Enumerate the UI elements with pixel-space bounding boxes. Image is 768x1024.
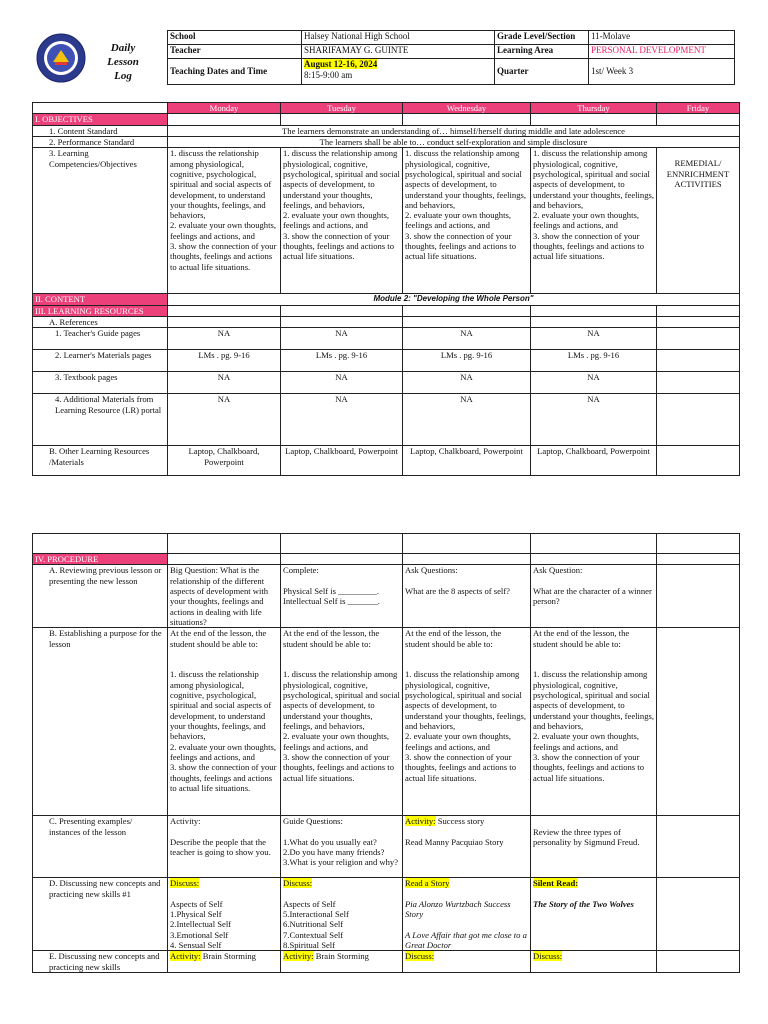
textbook-wednesday: NA (403, 372, 531, 394)
teachers-guide-wednesday: NA (403, 328, 531, 350)
empty-cell (657, 554, 740, 565)
procedure-c-monday (168, 816, 281, 878)
procedure-a-wednesday: Ask Questions: What are the 8 aspects of self? (403, 565, 531, 628)
purpose-competencies: 1. discuss the relationship among physiological, cognitive, psychological, spiritual and social aspects of development, to understand your thoughts, feelings, and behaviors, 2. evaluate your own thoughts, feelings and actions, and 3. show the connection of your thoughts, feelings and actions to actual life situations. (405, 669, 527, 783)
empty-cell (657, 394, 740, 446)
procedure-d-thursday (531, 878, 657, 951)
purpose-intro: At the end of the lesson, the student should be able to: (405, 628, 502, 649)
activity-highlight: Activity: (170, 951, 201, 962)
guide-questions-heading: Guide Questions: (283, 816, 343, 827)
module-title: Module 2: "Developing the Whole Person" (168, 294, 740, 305)
purpose-intro: At the end of the lesson, the student should be able to: (283, 628, 380, 649)
learners-materials-wednesday: LMs . pg. 9-16 (403, 350, 531, 372)
procedure-e-tuesday (281, 951, 403, 973)
discuss-highlight: Discuss: (405, 951, 435, 962)
procedure-d-tuesday (281, 878, 403, 951)
day-header-tuesday: Tuesday (281, 103, 403, 114)
empty-cell (403, 316, 531, 327)
purpose-intro: At the end of the lesson, the student should be able to: (533, 628, 630, 649)
other-resources-wednesday: Laptop, Chalkboard, Powerpoint (403, 446, 531, 476)
purpose-competencies: 1. discuss the relationship among physiological, cognitive, psychological, spiritual and social aspects of development, to understand your thoughts, feelings, and behaviors, 2. evaluate your own thoughts, feelings and actions, and 3. show the connection of your thoughts, feelings and actions to actual life situations. (170, 669, 277, 793)
dates-cell (302, 59, 495, 85)
empty-cell (168, 305, 281, 316)
content-standard-value: The learners demonstrate an understanding of… himself/herself during middle and late adolescence (168, 125, 740, 136)
empty-cell (33, 534, 168, 554)
header-info-table (167, 30, 735, 85)
dates-label: Teaching Dates and Time (168, 59, 302, 85)
empty-cell (657, 951, 740, 973)
empty-cell (168, 316, 281, 327)
activity-highlight: Activity: (283, 951, 314, 962)
empty-cell (168, 534, 281, 554)
learning-area-value: PERSONAL DEVELOPMENT (589, 45, 735, 59)
quarter-value: 1st/ Week 3 (589, 59, 735, 85)
purpose-intro: At the end of the lesson, the student should be able to: (170, 628, 267, 649)
procedure-c-thursday (531, 816, 657, 878)
school-label: School (168, 31, 302, 45)
corner-cell (33, 103, 168, 114)
textbook-monday: NA (168, 372, 281, 394)
activity-rest: Brain Storming (200, 951, 256, 962)
competencies-label: 3. Learning Competencies/Objectives (33, 148, 168, 294)
aspects-list: Aspects of Self 1.Physical Self 2.Intellectual Self 3.Emotional Self 4. Sensual Self (170, 898, 232, 951)
other-resources-thursday: Laptop, Chalkboard, Powerpoint (531, 446, 657, 476)
story-title-2: A Love Affair that got me close to a Great Doctor (405, 929, 527, 951)
empty-cell (403, 114, 531, 125)
empty-cell (403, 305, 531, 316)
read-story-highlight: Read a Story (405, 878, 450, 889)
friday-remedial-note: REMEDIAL/ ENNRICHMENT ACTIVITIES (657, 148, 740, 294)
textbook-thursday: NA (531, 372, 657, 394)
empty-cell (531, 534, 657, 554)
procedure-table (32, 533, 740, 973)
empty-cell (657, 328, 740, 350)
empty-cell (531, 114, 657, 125)
empty-cell (281, 316, 403, 327)
empty-cell (403, 554, 531, 565)
review-text: Review the three types of personality by Sigmund Freud. (533, 826, 640, 847)
story-title-1: Pia Alonzo Wurtzbach Success Story (405, 898, 511, 920)
empty-cell (657, 534, 740, 554)
procedure-b-thursday (531, 628, 657, 816)
references-label: A. References (33, 316, 168, 327)
learners-materials-label: 2. Learner's Materials pages (33, 350, 168, 372)
empty-cell (281, 534, 403, 554)
procedure-c-tuesday (281, 816, 403, 878)
empty-cell (531, 305, 657, 316)
activity-heading: Activity: (170, 816, 201, 827)
objectives-table (32, 102, 740, 476)
other-resources-monday: Laptop, Chalkboard, Powerpoint (168, 446, 281, 476)
content-standard-label: 1. Content Standard (33, 125, 168, 136)
activity-line (405, 816, 528, 826)
performance-standard-value: The learners shall be able to… conduct self-exploration and simple disclosure (168, 136, 740, 147)
guide-questions-list: 1.What do you usually eat? 2.Do you have many friends? 3.What is your religion and why? (283, 836, 399, 868)
activity-highlight: Activity: (405, 816, 436, 827)
empty-cell (657, 316, 740, 327)
lr-portal-label: 4. Additional Materials from Learning Resource (LR) portal (33, 394, 168, 446)
story-title: The Story of the Two Wolves (533, 898, 634, 909)
procedure-e-label: E. Discussing new concepts and practicing new skills (33, 951, 168, 973)
empty-cell (657, 878, 740, 951)
procedure-a-thursday: Ask Question: What are the character of a winner person? (531, 565, 657, 628)
teacher-label: Teacher (168, 45, 302, 59)
day-header-friday: Friday (657, 103, 740, 114)
day-header-thursday: Thursday (531, 103, 657, 114)
procedure-e-wednesday (403, 951, 531, 973)
empty-cell (531, 316, 657, 327)
discuss-highlight: Discuss: (533, 951, 563, 962)
empty-cell (403, 534, 531, 554)
procedure-d-label: D. Discussing new concepts and practicing new skills #1 (33, 878, 168, 951)
quarter-label: Quarter (495, 59, 589, 85)
content-section-title: II. CONTENT (33, 294, 168, 305)
teachers-guide-monday: NA (168, 328, 281, 350)
time-value: 8:15-9:00 am (304, 69, 353, 80)
textbook-label: 3. Textbook pages (33, 372, 168, 394)
procedure-b-wednesday (403, 628, 531, 816)
title-line: Daily (110, 42, 136, 54)
lr-portal-wednesday: NA (403, 394, 531, 446)
discuss-highlight: Discuss: (170, 878, 200, 889)
procedure-c-wednesday (403, 816, 531, 878)
procedure-c-label: C. Presenting examples/ instances of the lesson (33, 816, 168, 878)
daily-lesson-log-title (96, 42, 150, 83)
procedure-b-monday (168, 628, 281, 816)
procedure-b-tuesday (281, 628, 403, 816)
empty-cell (281, 554, 403, 565)
activity-rest: Success story (435, 816, 485, 827)
empty-cell (657, 114, 740, 125)
competencies-wednesday: 1. discuss the relationship among physiological, cognitive, psychological, spiritual and social aspects of development, to understand your thoughts, feelings, and behaviors, 2. evaluate your own thoughts, feelings and actions, and 3. show the connection of your thoughts, feelings and actions to actual life situations. (403, 148, 531, 294)
story-text: Read Manny Pacquiao Story (405, 836, 504, 847)
activity-rest: Brain Storming (313, 951, 369, 962)
procedure-a-label: A. Reviewing previous lesson or presenting the new lesson (33, 565, 168, 628)
procedure-e-monday (168, 951, 281, 973)
empty-cell (281, 114, 403, 125)
procedure-d-wednesday (403, 878, 531, 951)
competencies-monday: 1. discuss the relationship among physiological, cognitive, psychological, spiritual and social aspects of development, to understand your thoughts, feelings, and behaviors, 2. evaluate your own thoughts, feelings and actions, and 3. show the connection of your thoughts, feelings and actions to actual life situations. (168, 148, 281, 294)
day-header-wednesday: Wednesday (403, 103, 531, 114)
procedure-d-monday (168, 878, 281, 951)
title-line: Log (114, 69, 132, 82)
empty-cell (657, 305, 740, 316)
procedure-e-thursday (531, 951, 657, 973)
competencies-tuesday: 1. discuss the relationship among physiological, cognitive, psychological, spiritual and social aspects of development, to understand your thoughts, feelings, and behaviors, 2. evaluate your own thoughts, feelings and actions, and 3. show the connection of your thoughts, feelings and actions to actual life situations. (281, 148, 403, 294)
teachers-guide-thursday: NA (531, 328, 657, 350)
competencies-thursday: 1. discuss the relationship among physiological, cognitive, psychological, spiritual and social aspects of development, to understand your thoughts, feelings, and behaviors, 2. evaluate your own thoughts, feelings and actions, and 3. show the connection of your thoughts, feelings and actions to actual life situations. (531, 148, 657, 294)
dates-value: August 12-16, 2024 (304, 59, 378, 69)
objectives-section-title: I. OBJECTIVES (33, 114, 168, 125)
empty-cell (657, 350, 740, 372)
purpose-competencies: 1. discuss the relationship among physiological, cognitive, psychological, spiritual and social aspects of development, to understand your thoughts, feelings, and behaviors, 2. evaluate your own thoughts, feelings and actions, and 3. show the connection of your thoughts, feelings and actions to actual life situations. (283, 669, 400, 783)
empty-cell (281, 305, 403, 316)
empty-cell (657, 372, 740, 394)
teachers-guide-tuesday: NA (281, 328, 403, 350)
day-header-monday: Monday (168, 103, 281, 114)
textbook-tuesday: NA (281, 372, 403, 394)
performance-standard-label: 2. Performance Standard (33, 136, 168, 147)
discuss-highlight: Discuss: (283, 878, 313, 889)
resources-section-title: III. LEARNING RESOURCES (33, 305, 168, 316)
learners-materials-tuesday: LMs . pg. 9-16 (281, 350, 403, 372)
teachers-guide-label: 1. Teacher's Guide pages (33, 328, 168, 350)
learners-materials-monday: LMs . pg. 9-16 (168, 350, 281, 372)
procedure-a-monday: Big Question: What is the relationship of the different aspects of development with your thoughts, feelings and actions in dealing with life situations? (168, 565, 281, 628)
aspects-list: Aspects of Self 5.Interactional Self 6.Nutritional Self 7.Contextual Self 8.Spiritual Self (283, 898, 349, 951)
empty-cell (657, 628, 740, 816)
empty-cell (657, 446, 740, 476)
school-value: Halsey National High School (302, 31, 495, 45)
teacher-value: SHARIFAMAY G. GUINTE (302, 45, 495, 59)
lr-portal-thursday: NA (531, 394, 657, 446)
purpose-competencies: 1. discuss the relationship among physiological, cognitive, psychological, spiritual and social aspects of development, to understand your thoughts, feelings, and behaviors, 2. evaluate your own thoughts, feelings and actions, and 3. show the connection of your thoughts, feelings and actions to actual life situations. (533, 669, 655, 783)
deped-seal-logo (32, 32, 90, 84)
silent-read-highlight: Silent Read: (533, 878, 579, 889)
procedure-a-tuesday: Complete: Physical Self is _________. Intellectual Self is _______. (281, 565, 403, 628)
learners-materials-thursday: LMs . pg. 9-16 (531, 350, 657, 372)
empty-cell (657, 565, 740, 628)
other-resources-label: B. Other Learning Resources /Materials (33, 446, 168, 476)
activity-text: Describe the people that the teacher is going to show you. (170, 836, 271, 858)
procedure-section-title: IV. PROCEDURE (33, 554, 168, 565)
grade-value: 11-Molave (589, 31, 735, 45)
empty-cell (168, 114, 281, 125)
other-resources-tuesday: Laptop, Chalkboard, Powerpoint (281, 446, 403, 476)
empty-cell (657, 816, 740, 878)
empty-cell (531, 554, 657, 565)
procedure-b-label: B. Establishing a purpose for the lesson (33, 628, 168, 816)
grade-label: Grade Level/Section (495, 31, 589, 45)
learning-area-label: Learning Area (495, 45, 589, 59)
empty-cell (168, 554, 281, 565)
lr-portal-tuesday: NA (281, 394, 403, 446)
title-line: Lesson (107, 55, 139, 68)
lr-portal-monday: NA (168, 394, 281, 446)
